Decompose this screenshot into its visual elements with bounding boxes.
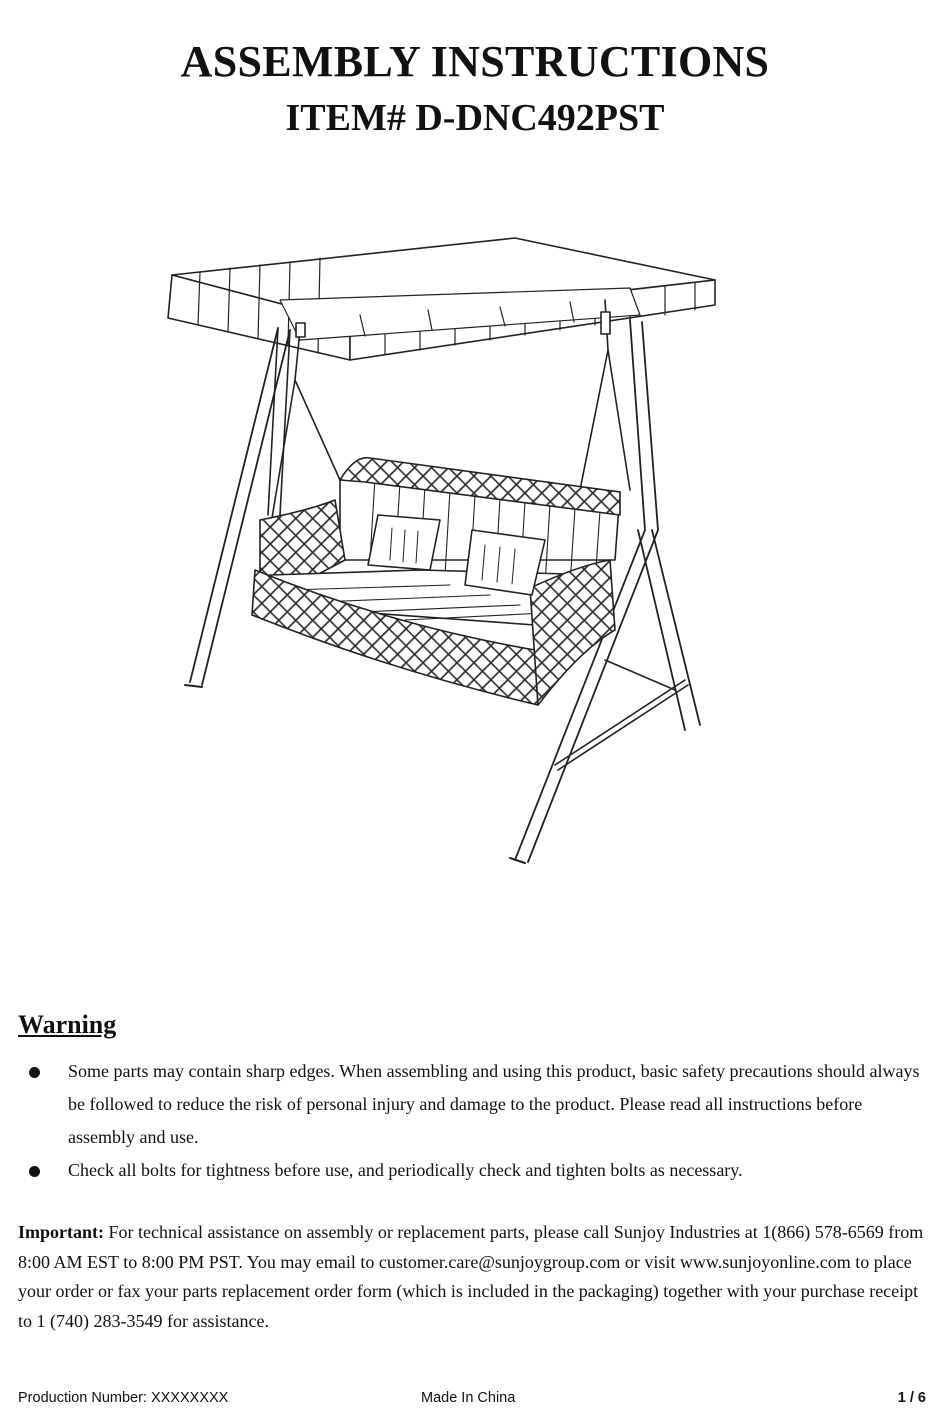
production-number: Production Number: XXXXXXXX: [18, 1390, 229, 1406]
porch-swing-with-canopy-illustration: [160, 230, 720, 870]
bullet-icon: [29, 1067, 40, 1078]
warning-item-text: Check all bolts for tightness before use, and periodically check and tighten bolts as necessary.: [68, 1160, 743, 1180]
document-title: ASSEMBLY INSTRUCTIONS: [180, 37, 770, 86]
page-number: 1 / 6: [897, 1390, 926, 1406]
important-text: For technical assistance on assembly or replacement parts, please call Sunjoy Industries at 1(866) 578-6569 from 8:00 AM EST to 8:00 PM PST. You may email to customer.care@sunjoygroup.com or visit www.sunjoyonline.com to place your order or fax your parts replacement order form (which is included in the packaging) together with your purchase receipt to 1 (740) 283-3549 for assistance.: [18, 1222, 924, 1331]
warning-item: [18, 1154, 923, 1187]
page-footer: [18, 1390, 926, 1414]
important-notice: [18, 1218, 928, 1336]
made-in: Made In China: [421, 1390, 516, 1406]
warning-item: [18, 1055, 923, 1154]
bullet-icon: [29, 1166, 40, 1177]
important-label: Important:: [18, 1222, 104, 1242]
warning-item-text: Some parts may contain sharp edges. When assembling and using this product, basic safety precautions should always be followed to reduce the risk of personal injury and damage to the product. Please read all instructions before assembly and use.: [68, 1061, 920, 1147]
warning-list: [18, 1055, 923, 1187]
item-number: ITEM# D-DNC492PST: [285, 97, 665, 139]
warning-heading: Warning: [18, 1010, 117, 1039]
